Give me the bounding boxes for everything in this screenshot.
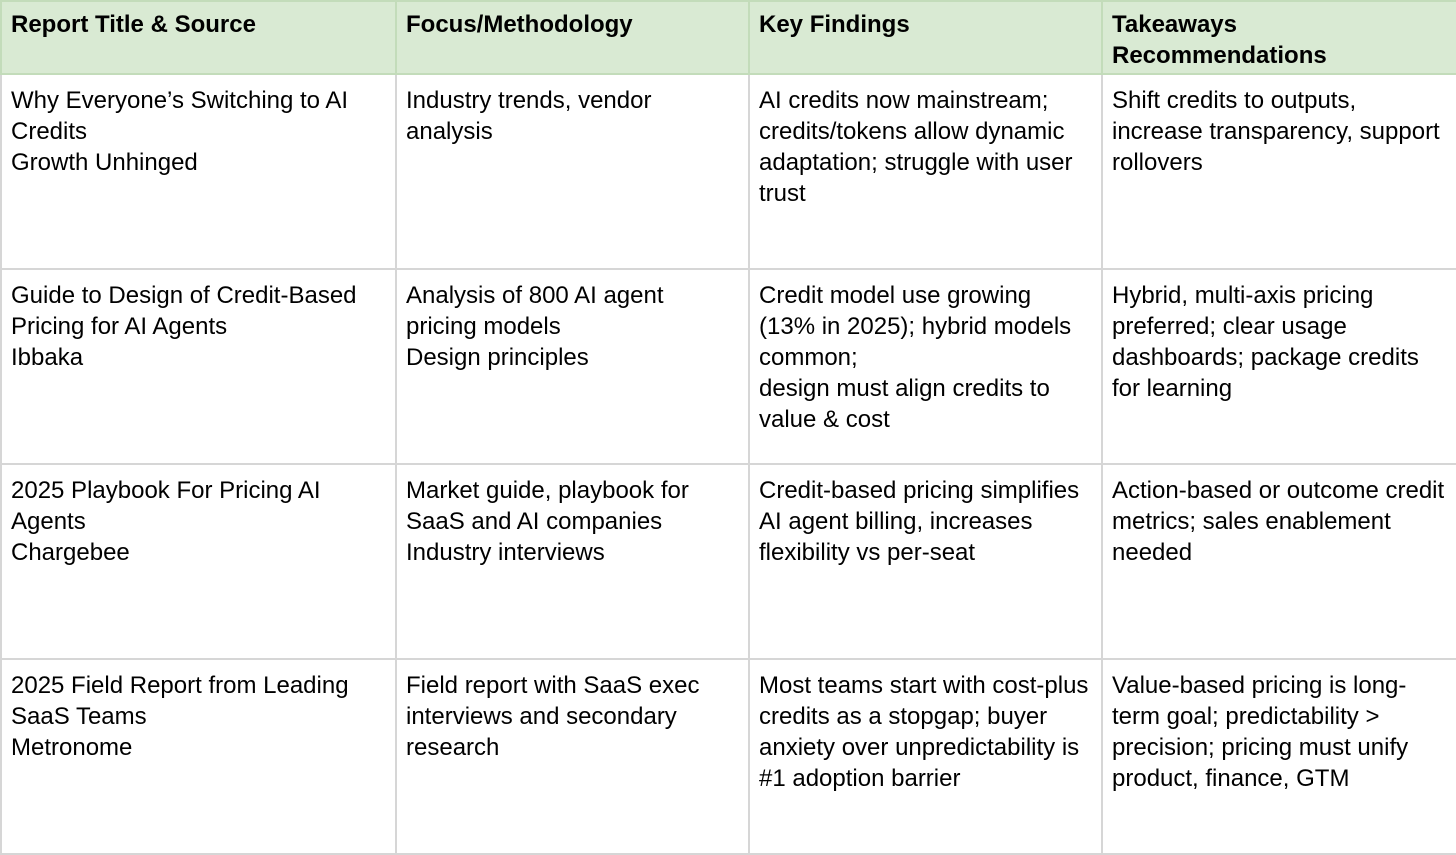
table-row — [1, 464, 1456, 659]
header-report-title-source: Report Title & Source — [1, 1, 396, 74]
table-row — [1, 74, 1456, 269]
cell-report-title-source: 2025 Playbook For Pricing AI Agents Chargebee — [1, 464, 396, 659]
cell-takeaways-recommendations: Value-based pricing is long-term goal; predictability > precision; pricing must unify product, finance, GTM — [1102, 659, 1456, 854]
table-header — [1, 1, 1456, 74]
cell-focus-methodology: Market guide, playbook for SaaS and AI companies Industry interviews — [396, 464, 749, 659]
cell-key-findings: AI credits now mainstream; credits/tokens allow dynamic adaptation; struggle with user trust — [749, 74, 1102, 269]
cell-focus-methodology: Industry trends, vendor analysis — [396, 74, 749, 269]
header-row — [1, 1, 1456, 74]
cell-takeaways-recommendations: Hybrid, multi-axis pricing preferred; clear usage dashboards; package credits for learning — [1102, 269, 1456, 464]
header-takeaways-recommendations: Takeaways Recommendations — [1102, 1, 1456, 74]
cell-report-title-source: 2025 Field Report from Leading SaaS Teams Metronome — [1, 659, 396, 854]
cell-takeaways-recommendations: Shift credits to outputs, increase transparency, support rollovers — [1102, 74, 1456, 269]
header-focus-methodology: Focus/Methodology — [396, 1, 749, 74]
table-row — [1, 659, 1456, 854]
cell-focus-methodology: Analysis of 800 AI agent pricing models Design principles — [396, 269, 749, 464]
cell-report-title-source: Why Everyone’s Switching to AI Credits Growth Unhinged — [1, 74, 396, 269]
cell-takeaways-recommendations: Action-based or outcome credit metrics; sales enablement needed — [1102, 464, 1456, 659]
cell-key-findings: Most teams start with cost-plus credits as a stopgap; buyer anxiety over unpredictability is #1 adoption barrier — [749, 659, 1102, 854]
table-row — [1, 269, 1456, 464]
table-body — [1, 74, 1456, 854]
cell-focus-methodology: Field report with SaaS exec interviews and secondary research — [396, 659, 749, 854]
cell-report-title-source: Guide to Design of Credit-Based Pricing for AI Agents Ibbaka — [1, 269, 396, 464]
cell-key-findings: Credit-based pricing simplifies AI agent billing, increases flexibility vs per-seat — [749, 464, 1102, 659]
header-key-findings: Key Findings — [749, 1, 1102, 74]
cell-key-findings: Credit model use growing (13% in 2025); hybrid models common; design must align credits to value & cost — [749, 269, 1102, 464]
